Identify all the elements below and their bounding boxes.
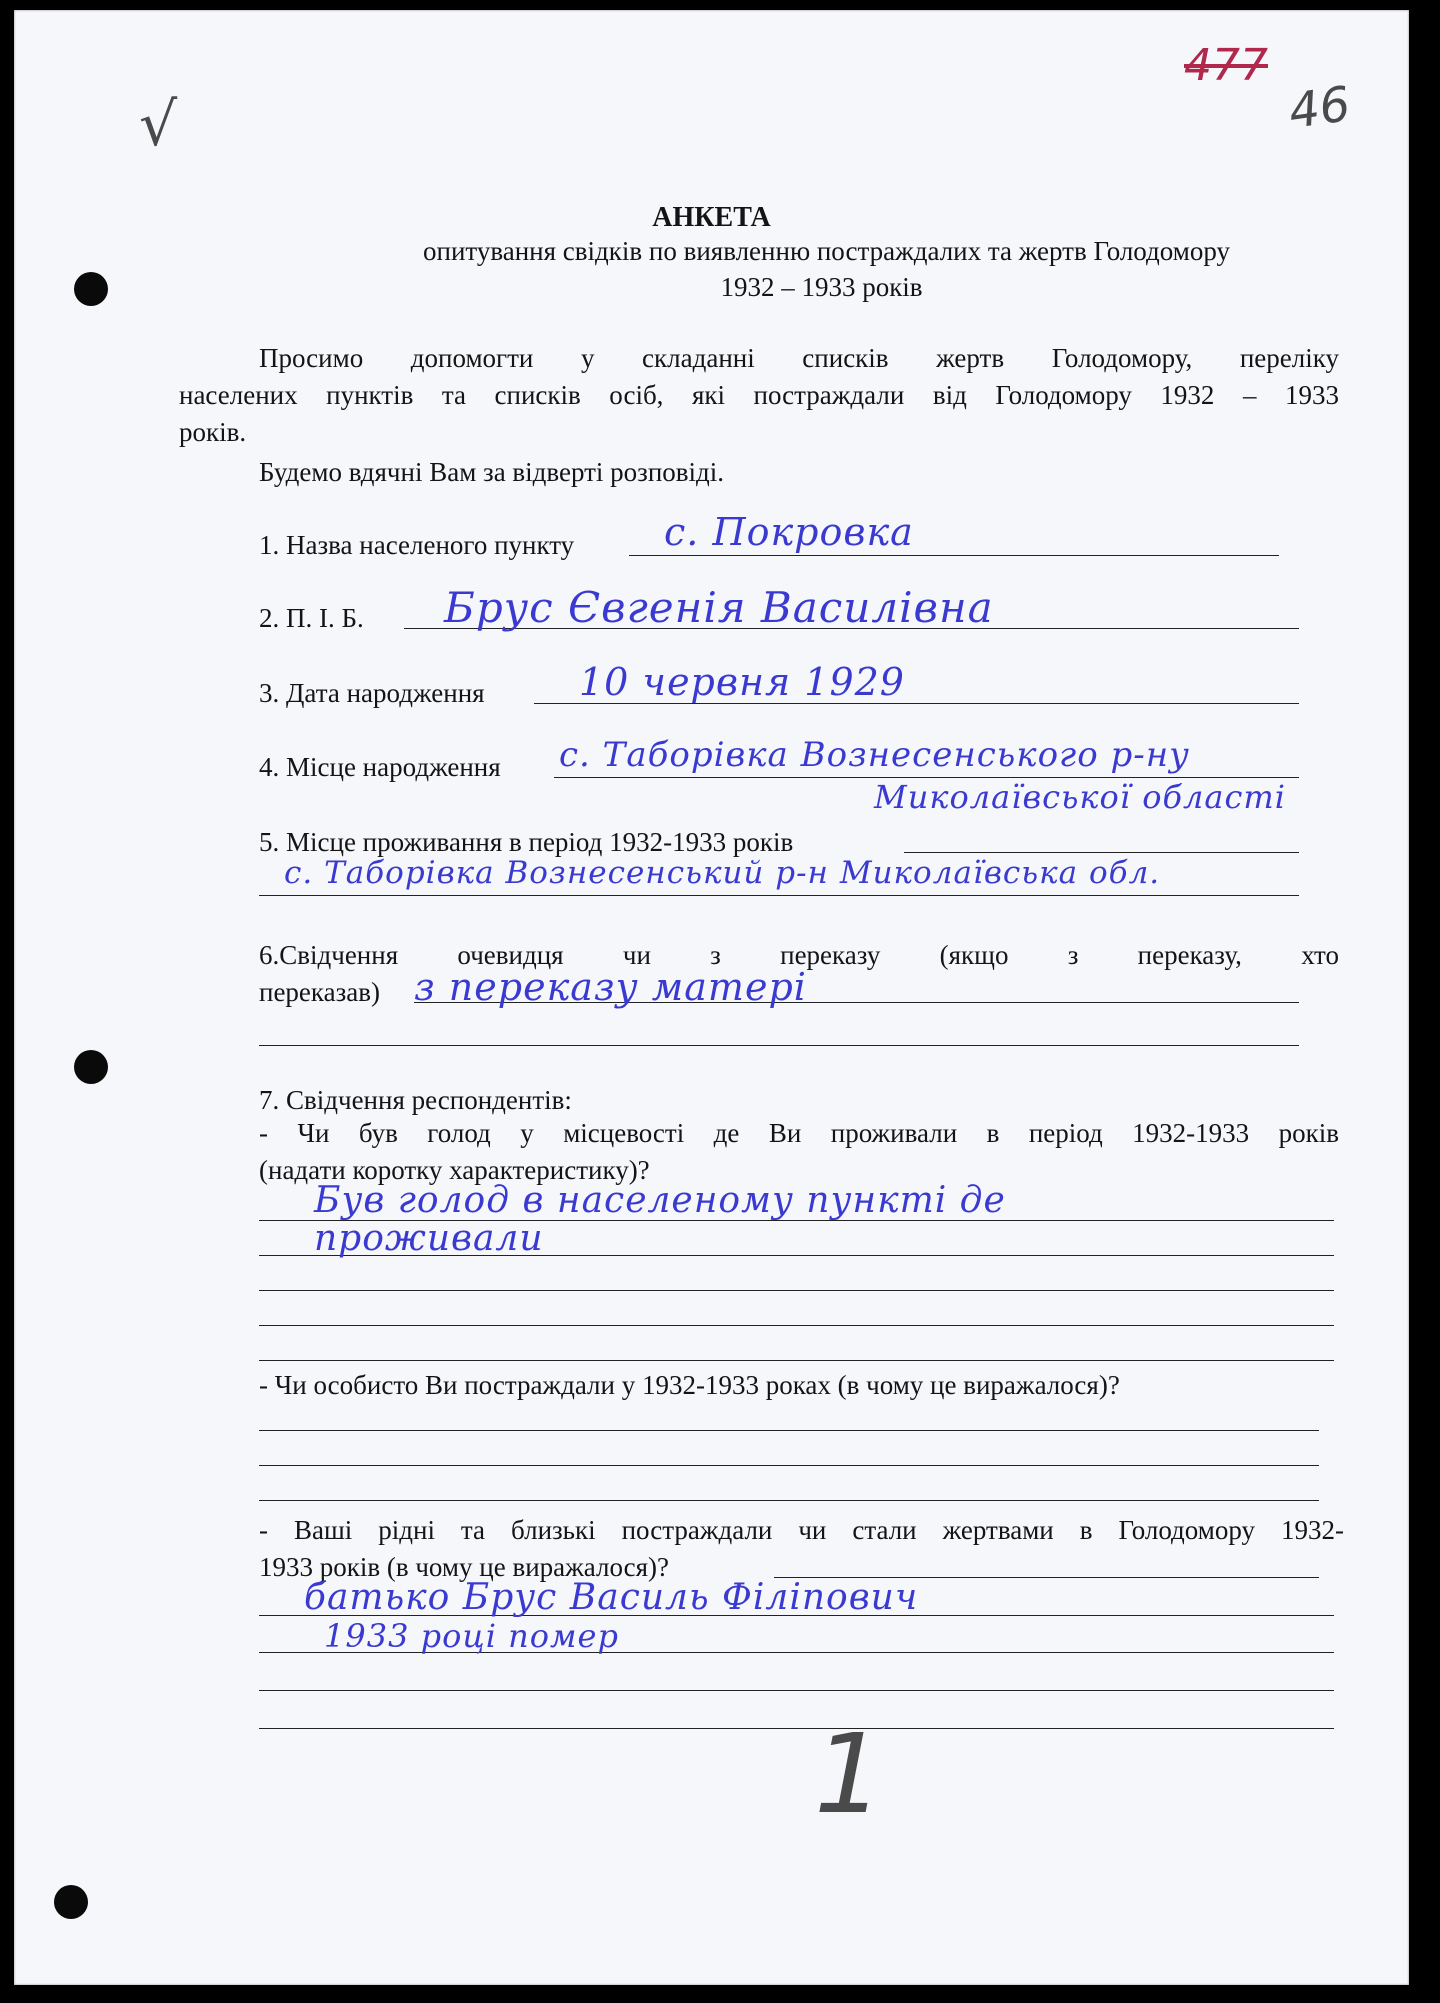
punch-hole-top [74,272,108,306]
q2-answer: Брус Євгенія Василівна [444,583,994,632]
punch-hole-middle [74,1050,108,1084]
archive-number: 46 [1285,76,1354,140]
q2-label: 2. П. І. Б. [259,603,364,633]
q4-answer-line-1: с. Таборівка Вознесенського р-ну [559,735,1190,775]
archive-number-crossed: 477 [1184,40,1268,91]
thanks-text: Будемо вдячні Вам за відверті розповіді. [259,457,725,487]
document-page [14,10,1409,1985]
q7c-label-line-1: - Ваші рідні та близькі постраждали чи стали жертвами в Голодомору 1932- [259,1515,1344,1545]
intro-line-3: років. [179,417,247,447]
q7a-answer-line-2: проживали [314,1218,544,1259]
intro-line-1: Просимо допомогти у складанні списків жертв Голодомору, переліку [259,343,1339,373]
pencil-check-mark: √ [139,90,178,160]
q6-answer: з переказу матері [414,965,807,1009]
q4-answer-line-2: Миколаївської області [874,778,1286,816]
q7c-label-line-2: 1933 років (в чому це виражалося)? [259,1552,670,1582]
q6-label-line-2: переказав) [259,977,380,1007]
form-title: АНКЕТА [652,202,771,233]
q5-label: 5. Місце проживання в період 1932-1933 років [259,827,794,857]
q3-label: 3. Дата народження [259,678,485,708]
q6-label-line-1: 6.Свідчення очевидця чи з переказу (якщо з переказу, хто [259,940,1339,970]
form-subtitle: опитування свідків по виявленню постраждалих та жертв Голодомору [423,236,1230,266]
q7a-answer-line-1: Був голод в населеному пункті де [314,1180,1006,1221]
q1-answer: с. Покровка [664,510,914,554]
punch-hole-bottom [54,1885,88,1919]
q5-answer: с. Таборівка Вознесенський р-н Миколаївська обл. [284,855,1161,891]
q7b-label: - Чи особисто Ви постраждали у 1932-1933 роках (в чому це виражалося)? [259,1370,1120,1400]
q4-label: 4. Місце народження [259,752,501,782]
q7c-answer-line-1: батько Брус Василь Філіпович [304,1577,919,1618]
form-years: 1932 – 1933 років [720,272,923,302]
page-number: 1 [814,1710,884,1838]
q3-answer: 10 червня 1929 [579,660,905,704]
q7a-label-line-2: (надати коротку характеристику)? [259,1155,650,1185]
q7c-answer-line-2: 1933 році помер [324,1617,619,1655]
q7a-label-line-1: - Чи був голод у місцевості де Ви проживали в період 1932-1933 років [259,1118,1339,1148]
q7-heading: 7. Свідчення респондентів: [259,1085,572,1115]
intro-line-2: населених пунктів та списків осіб, які постраждали від Голодомору 1932 – 1933 [179,380,1339,410]
q1-label: 1. Назва населеного пункту [259,530,575,560]
